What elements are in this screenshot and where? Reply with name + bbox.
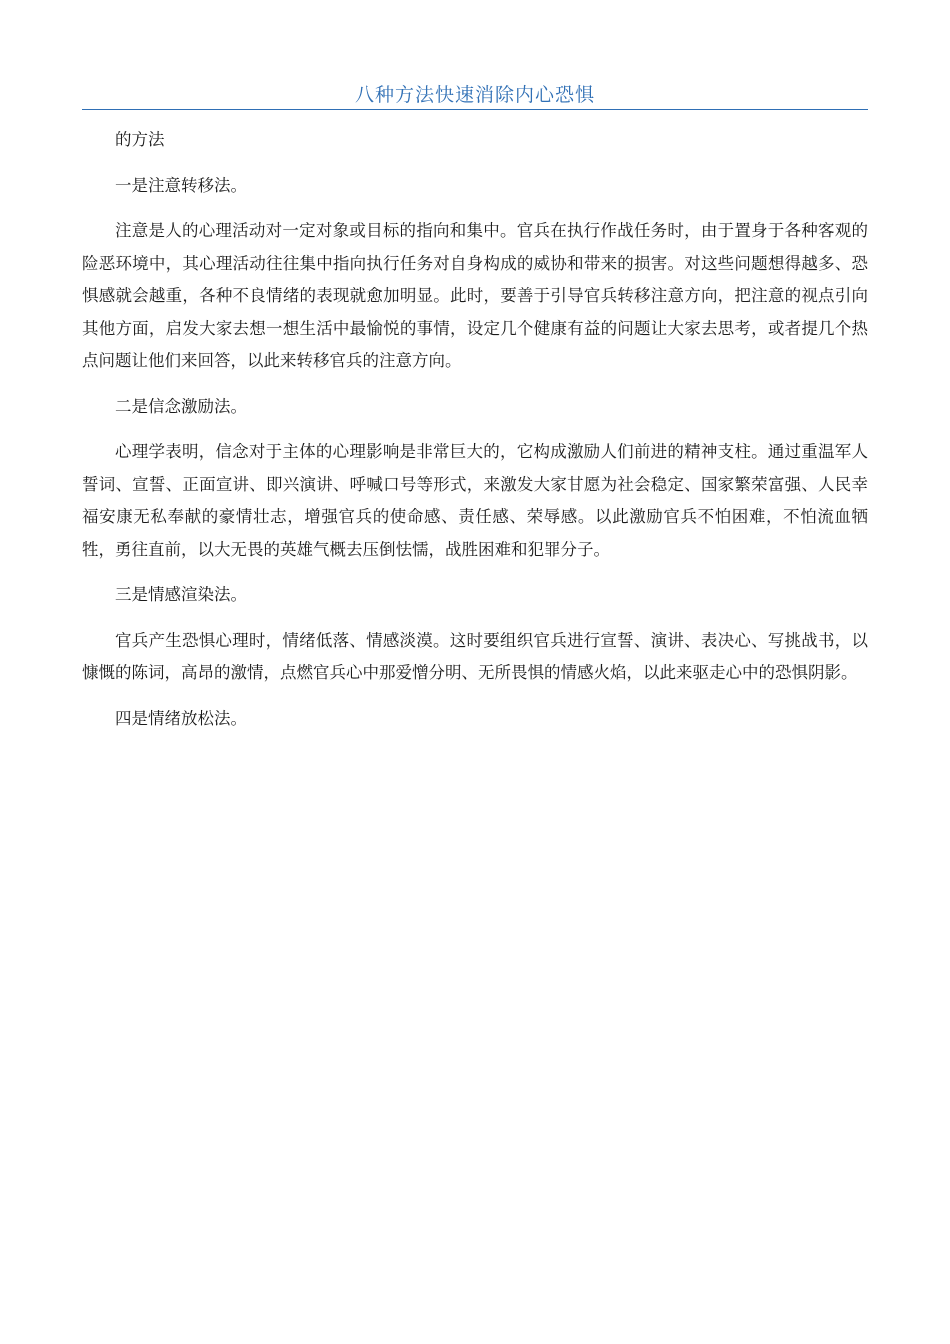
paragraph-attention-shift: 注意是人的心理活动对一定对象或目标的指向和集中。官兵在执行作战任务时，由于置身于各种客观的险恶环境中，其心理活动往往集中指向执行任务对自身构成的威协和带来的损害。对这些问题想得越多、恐惧感就会越重，各种不良情绪的表现就愈加明显。此时，要善于引导官兵转移注意方向，把注意的视点引向其他方面，启发大家去想一想生活中最愉悦的事情，设定几个健康有益的问题让大家去思考，或者提几个热点问题让他们来回答，以此来转移官兵的注意方向。 (82, 221, 868, 370)
section-heading-attention-shift: 一是注意转移法。 (115, 175, 247, 195)
section-heading-emotional-infection: 三是情感渲染法。 (115, 585, 247, 604)
section-heading-belief-motivation: 二是信念激励法。 (115, 396, 247, 416)
paragraph-heading-fragment: 的方法 (115, 130, 165, 149)
paragraph-belief-motivation: 心理学表明，信念对于主体的心理影响是非常巨大的，它构成激励人们前进的精神支柱。通过重温军人誓词、宣誓、正面宣讲、即兴演讲、呼喊口号等形式，来激发大家甘愿为社会稳定、国家繁荣富强、人民幸福安康无私奉献的豪情壮志，增强官兵的使命感、责任感、荣辱感。以此激励官兵不怕困难，不怕流血牺牲，勇往直前，以大无畏的英雄气概去压倒怯懦，战胜困难和犯罪分子。 (82, 442, 868, 559)
document-body (82, 124, 868, 748)
document-header-title: 八种方法快速消除内心恐惧 (354, 84, 595, 106)
header-divider (82, 109, 868, 110)
paragraph-emotional-infection: 官兵产生恐惧心理时，情绪低落、情感淡漠。这时要组织官兵进行宣誓、演讲、表决心、写挑战书，以慷慨的陈词，高昂的激情，点燃官兵心中那爱憎分明、无所畏惧的情感火焰，以此来驱走心中的恐惧阴影。 (82, 630, 868, 682)
section-heading-emotional-relaxation: 四是情绪放松法。 (115, 708, 247, 728)
